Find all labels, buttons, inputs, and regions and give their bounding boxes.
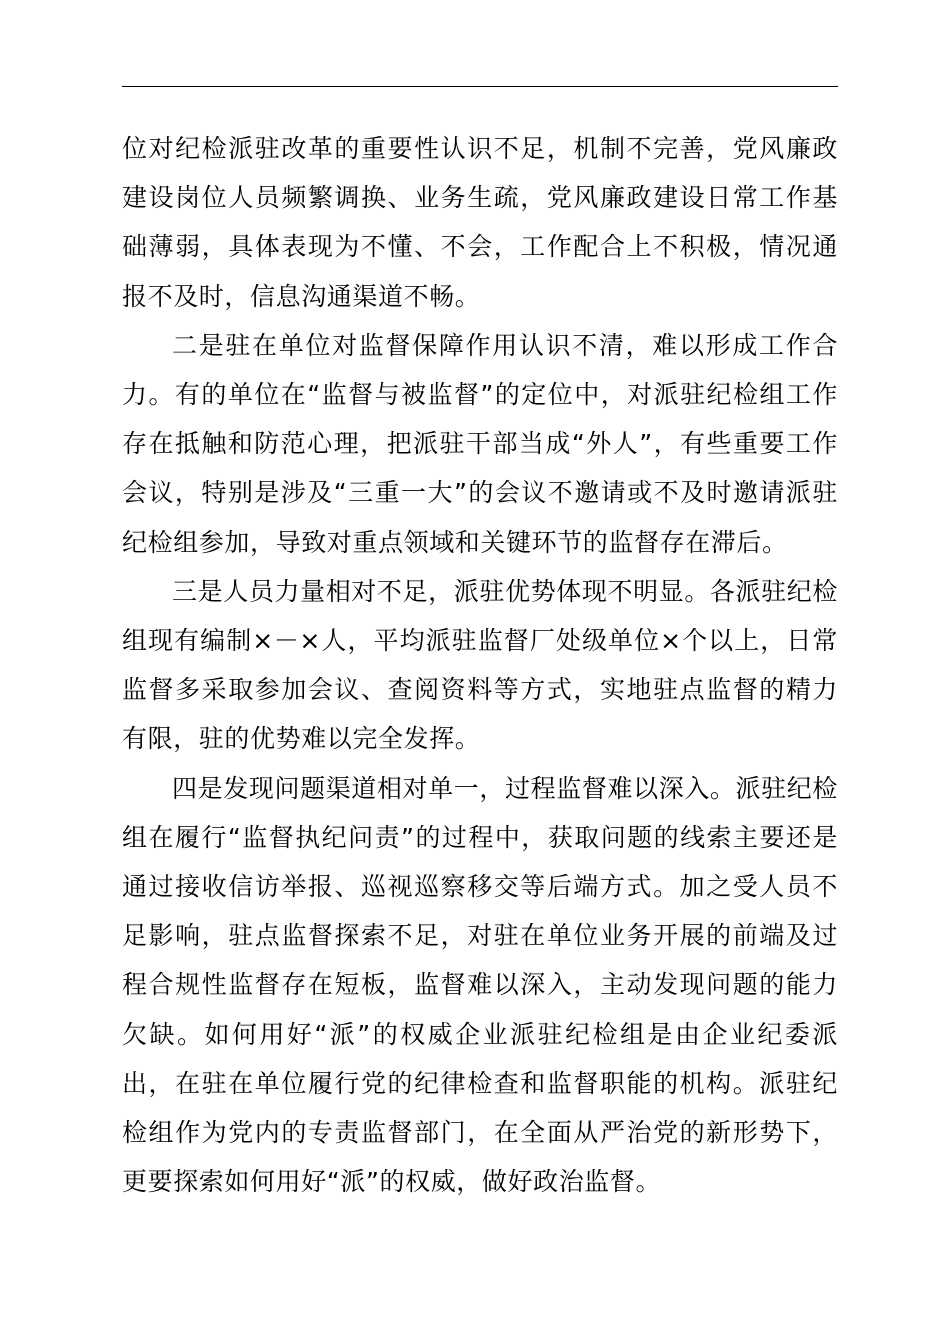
paragraph-point-2: 二是驻在单位对监督保障作用认识不清，难以形成工作合力。有的单位在“监督与被监督”的定位中，对派驻纪检组工作存在抵触和防范心理，把派驻干部当成“外人”，有些重要工作会议，特别是涉及“三重一大”的会议不邀请或不及时邀请派驻纪检组参加，导致对重点领域和关键环节的监督存在滞后。 <box>122 330 838 557</box>
paragraph-continuation: 位对纪检派驻改革的重要性认识不足，机制不完善，党风廉政建设岗位人员频繁调换、业务生疏，党风廉政建设日常工作基础薄弱，具体表现为不懂、不会，工作配合上不积极，情况通报不及时，信息沟通渠道不畅。 <box>122 134 838 311</box>
paragraph-point-3: 三是人员力量相对不足，派驻优势体现不明显。各派驻纪检组现有编制×－×人，平均派驻监督厂处级单位×个以上，日常监督多采取参加会议、查阅资料等方式，实地驻点监督的精力有限，驻的优势难以完全发挥。 <box>122 576 838 754</box>
paragraph-point-4: 四是发现问题渠道相对单一，过程监督难以深入。派驻纪检组在履行“监督执纪问责”的过程中，获取问题的线索主要还是通过接收信访举报、巡视巡察移交等后端方式。加之受人员不足影响，驻点监督探索不足，对驻在单位业务开展的前端及过程合规性监督存在短板，监督难以深入，主动发现问题的能力欠缺。如何用好“派”的权威企业派驻纪检组是由企业纪委派出，在驻在单位履行党的纪律检查和监督职能的机构。派驻纪检组作为党内的专责监督部门，在全面从严治党的新形势下，更要探索如何用好“派”的权威，做好政治监督。 <box>122 773 838 1197</box>
document-body <box>122 124 838 1206</box>
header-rule <box>122 86 838 87</box>
